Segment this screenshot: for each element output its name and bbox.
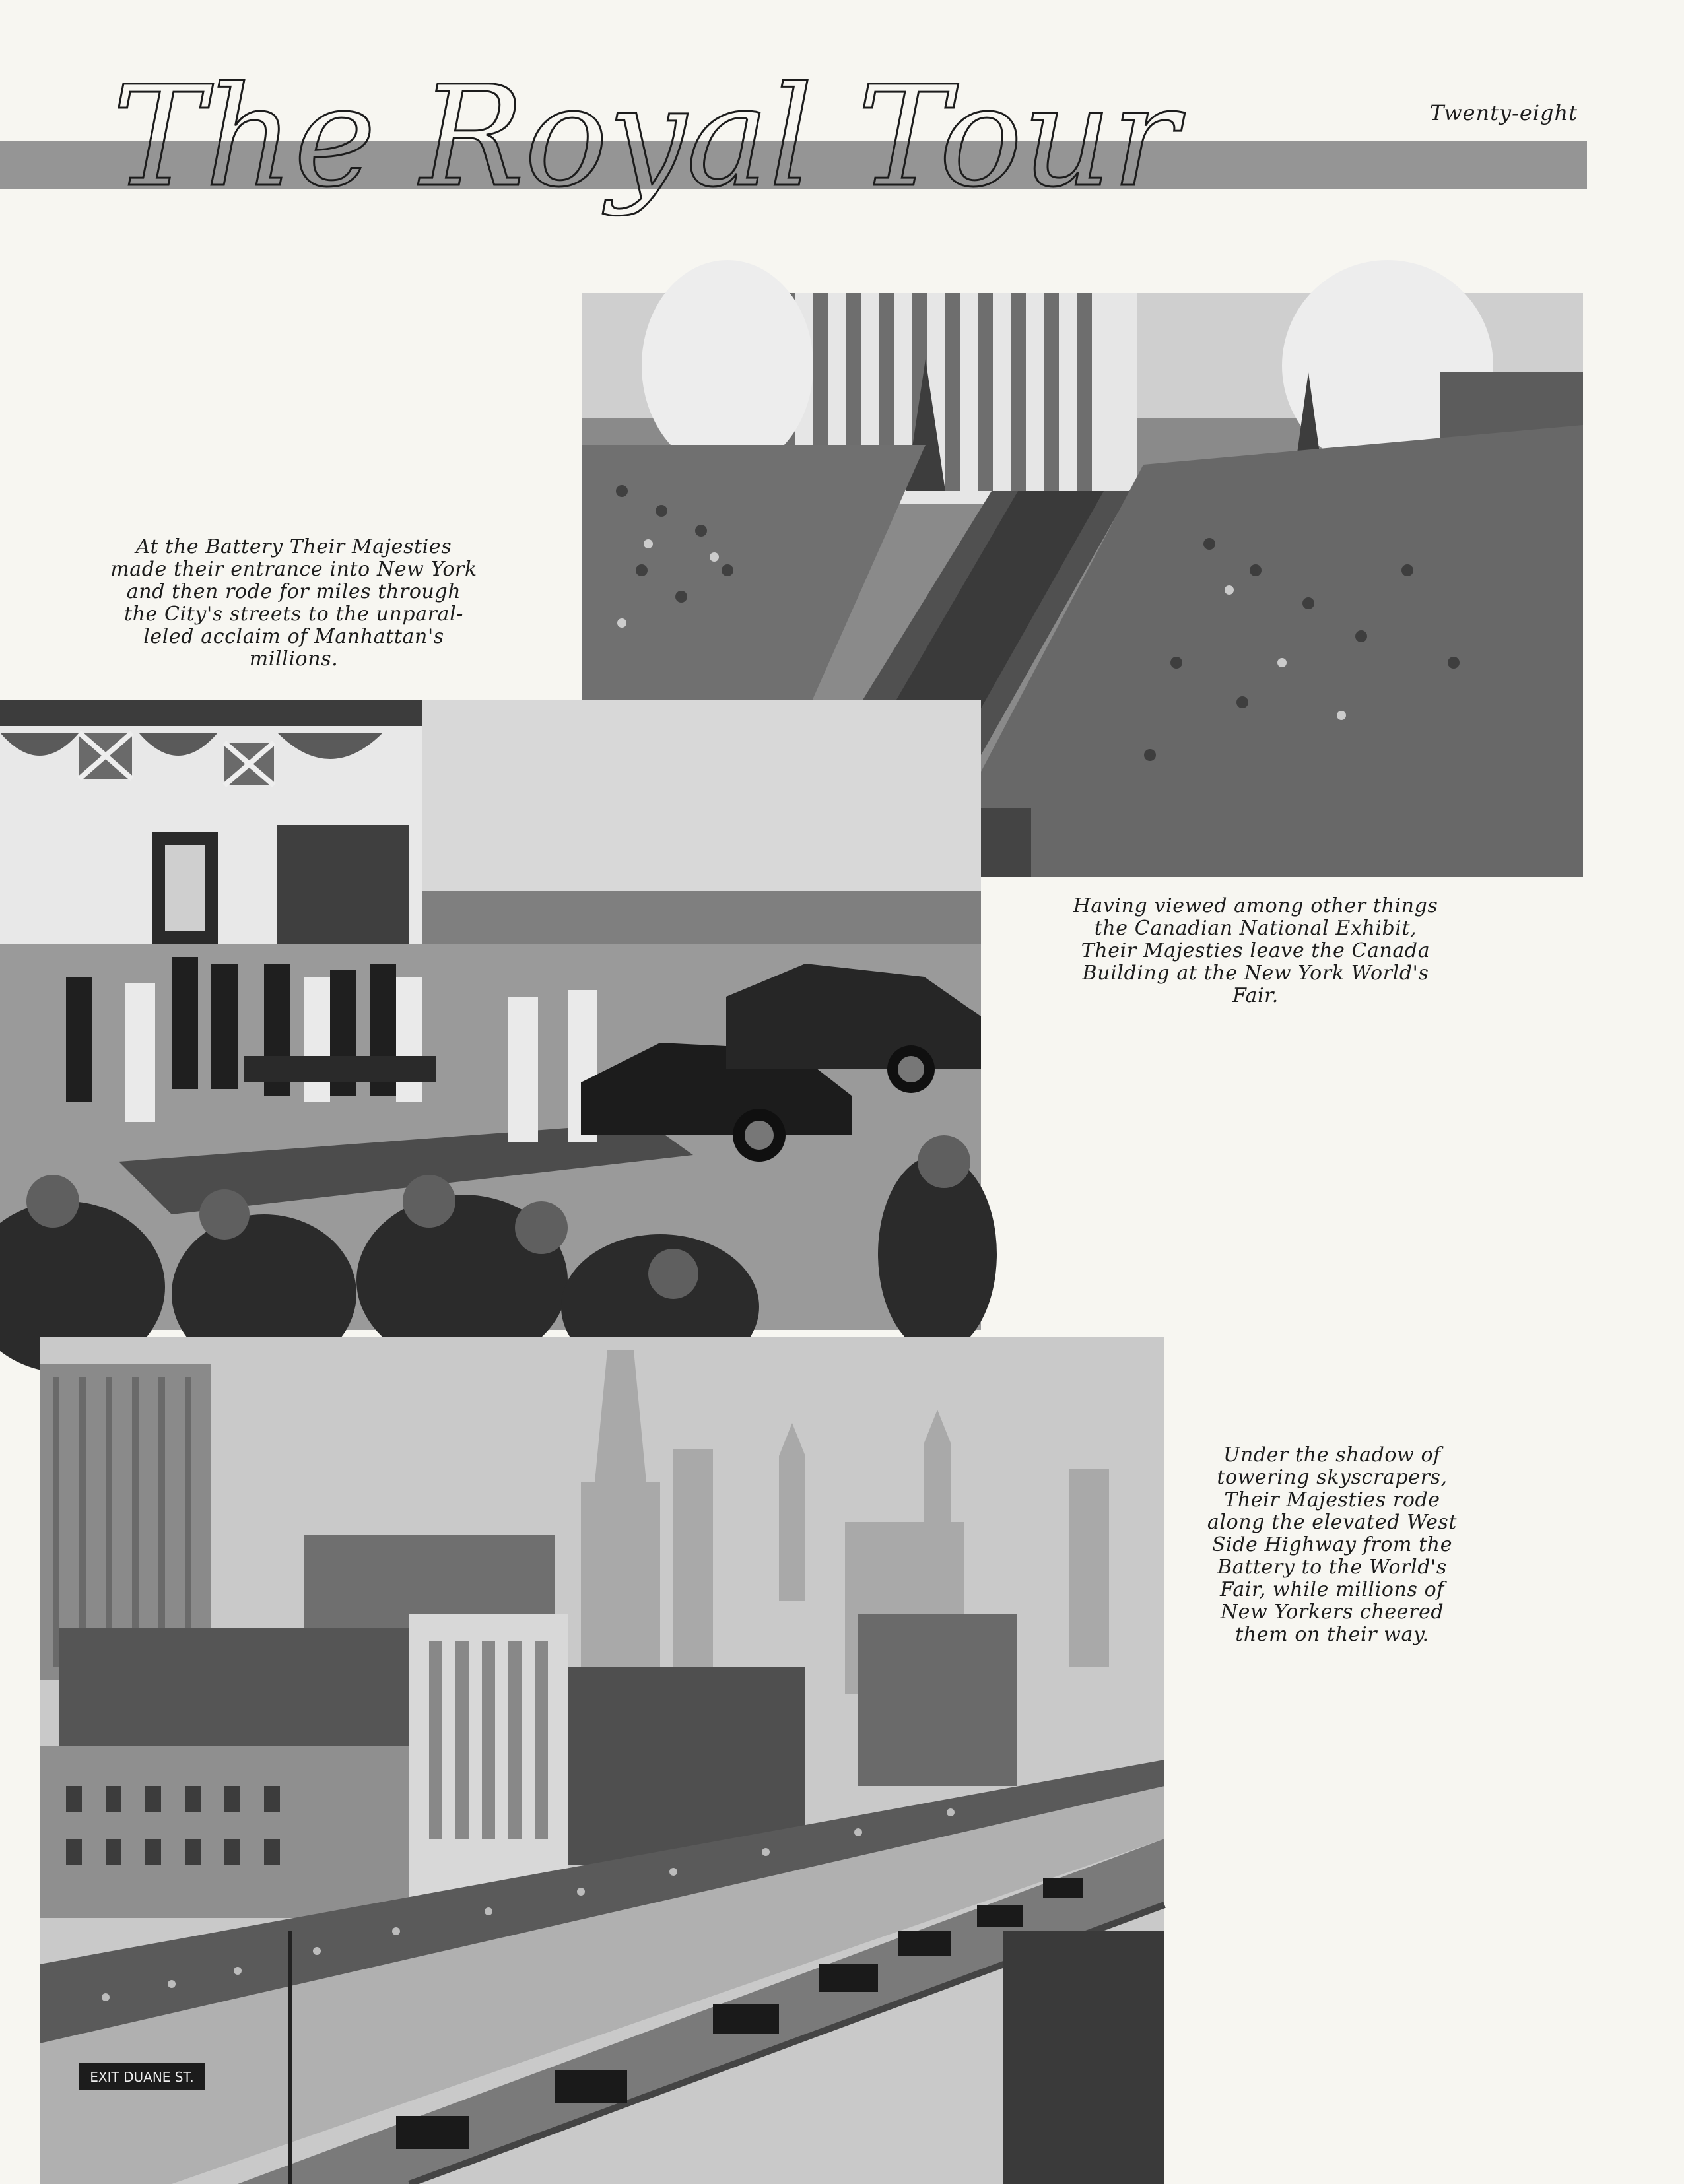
- caption-line: the Canadian National Exhibit,: [1094, 917, 1417, 940]
- caption-line: Having viewed among other things: [1073, 894, 1438, 917]
- caption-line: Fair, while millions of: [1220, 1578, 1444, 1601]
- caption-line: Their Majesties rode: [1224, 1488, 1440, 1511]
- caption-line: Their Majesties leave the Canada: [1081, 939, 1431, 962]
- highway-sign-text: EXIT DUANE ST.: [90, 2069, 194, 2085]
- caption-line: leled acclaim of Manhattan's: [143, 625, 444, 648]
- caption-line: made their entrance into New York: [110, 558, 477, 581]
- caption-line: the City's streets to the unparal-: [123, 603, 464, 626]
- caption-line: and then rode for miles through: [126, 580, 461, 603]
- photo-west-side-highway: [40, 1337, 1164, 2184]
- caption-line: Building at the New York World's: [1082, 962, 1429, 985]
- caption-line: Under the shadow of: [1223, 1443, 1441, 1467]
- caption-line: At the Battery Their Majesties: [135, 535, 452, 558]
- caption-line: along the elevated West: [1207, 1511, 1458, 1534]
- caption-line: millions.: [249, 647, 339, 671]
- caption-line: Side Highway from the: [1211, 1533, 1453, 1556]
- caption-worlds-fair: [1058, 895, 1453, 1007]
- caption-line: them on their way.: [1235, 1623, 1429, 1646]
- photo-battery-arrival: [0, 700, 981, 1330]
- caption-line: New Yorkers cheered: [1220, 1601, 1444, 1624]
- page-title-text: The Royal Tour: [112, 56, 1178, 218]
- caption-line: Battery to the World's: [1217, 1556, 1447, 1579]
- caption-highway: [1200, 1444, 1464, 1646]
- caption-battery: [96, 536, 492, 671]
- caption-line: Fair.: [1232, 984, 1279, 1007]
- page-title: [99, 33, 1178, 271]
- caption-line: towering skyscrapers,: [1217, 1466, 1448, 1489]
- page-number: Twenty-eight: [1429, 100, 1578, 125]
